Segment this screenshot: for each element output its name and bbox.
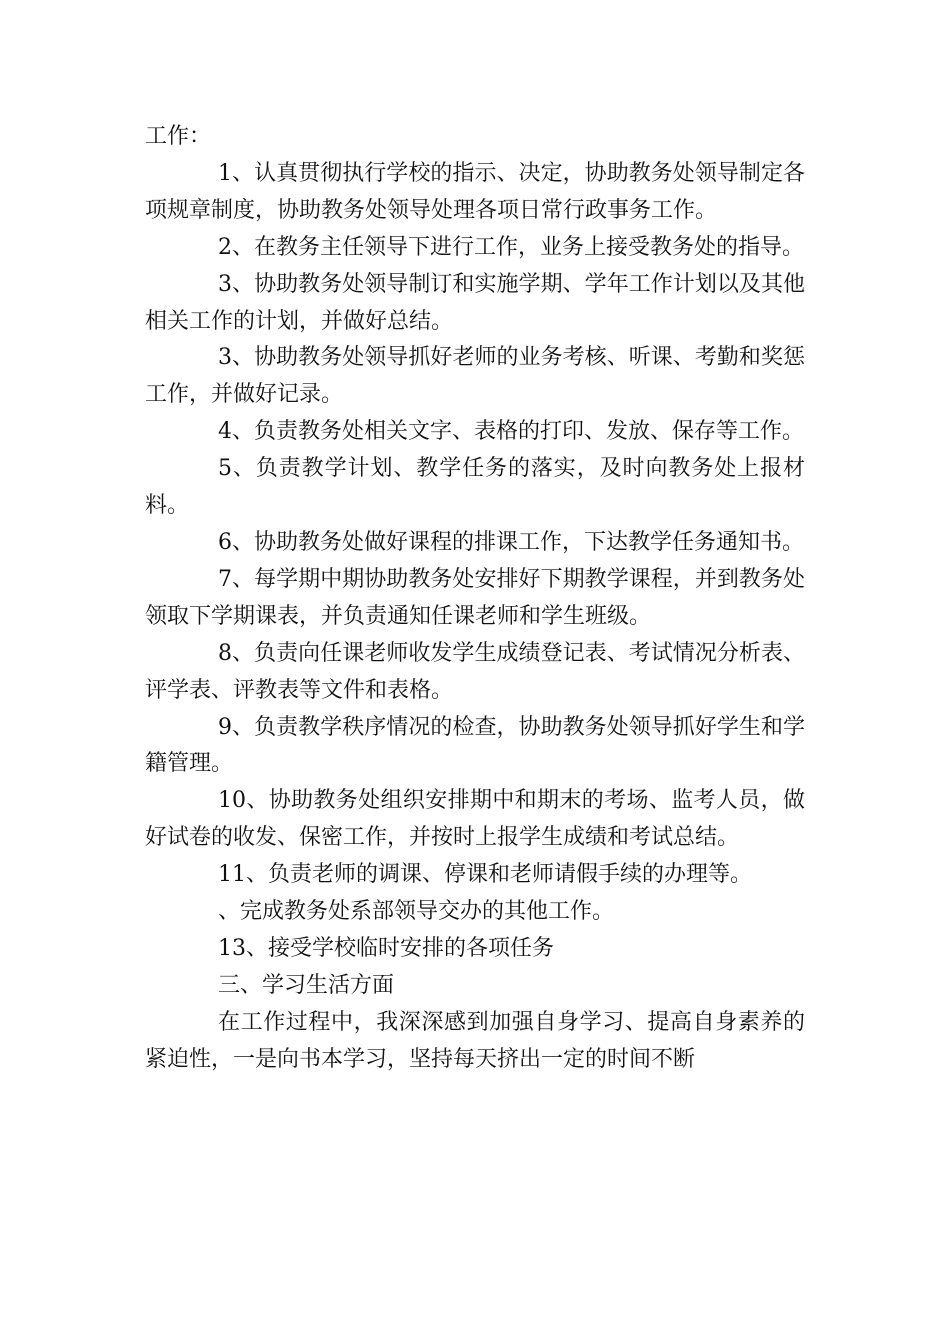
paragraph-work-heading: 工作： bbox=[145, 124, 212, 149]
paragraph-item-4: 4、负责教务处相关文字、表格的打印、发放、保存等工作。 bbox=[218, 419, 804, 445]
section-heading-study-life: 三、学习生活方面 bbox=[218, 972, 395, 998]
paragraph-item-3b: 3、协助教务处领导抓好老师的业务考核、听课、考勤和奖惩工作，并做好记录。 bbox=[145, 345, 805, 408]
paragraph-item-5: 5、负责教学计划、教学任务的落实，及时向教务处上报材料。 bbox=[145, 456, 805, 519]
paragraph-item-8: 8、负责向任课老师收发学生成绩登记表、考试情况分析表、评学表、评教表等文件和表格。 bbox=[145, 640, 805, 703]
paragraph-item-7: 7、每学期中期协助教务处安排好下期教学课程，并到教务处领取下学期课表，并负责通知任课老师和学生班级。 bbox=[145, 566, 805, 629]
paragraph-item-9: 9、负责教学秩序情况的检查，协助教务处领导抓好学生和学籍管理。 bbox=[145, 714, 805, 777]
paragraph-item-12: 、完成教务处系部领导交办的其他工作。 bbox=[218, 899, 615, 925]
paragraph-item-11: 11、负责老师的调课、停课和老师请假手续的办理等。 bbox=[218, 862, 752, 888]
paragraph-study-life-body: 在工作过程中，我深深感到加强自身学习、提高自身素养的紧迫性，一是向书本学习，坚持每天挤出一定的时间不断 bbox=[145, 1009, 805, 1072]
paragraph-item-6: 6、协助教务处做好课程的排课工作，下达教学任务通知书。 bbox=[218, 529, 804, 555]
paragraph-item-10: 10、协助教务处组织安排期中和期末的考场、监考人员，做好试卷的收发、保密工作，并按时上报学生成绩和考试总结。 bbox=[145, 788, 805, 851]
document-page bbox=[145, 119, 805, 1079]
paragraph-item-13: 13、接受学校临时安排的各项任务 bbox=[218, 935, 554, 961]
paragraph-item-2: 2、在教务主任领导下进行工作，业务上接受教务处的指导。 bbox=[218, 234, 804, 260]
paragraph-item-3a: 3、协助教务处领导制订和实施学期、学年工作计划以及其他相关工作的计划，并做好总结。 bbox=[145, 271, 805, 334]
paragraph-item-1: 1、认真贯彻执行学校的指示、决定，协助教务处领导制定各项规章制度，协助教务处领导处理各项日常行政事务工作。 bbox=[145, 160, 805, 223]
